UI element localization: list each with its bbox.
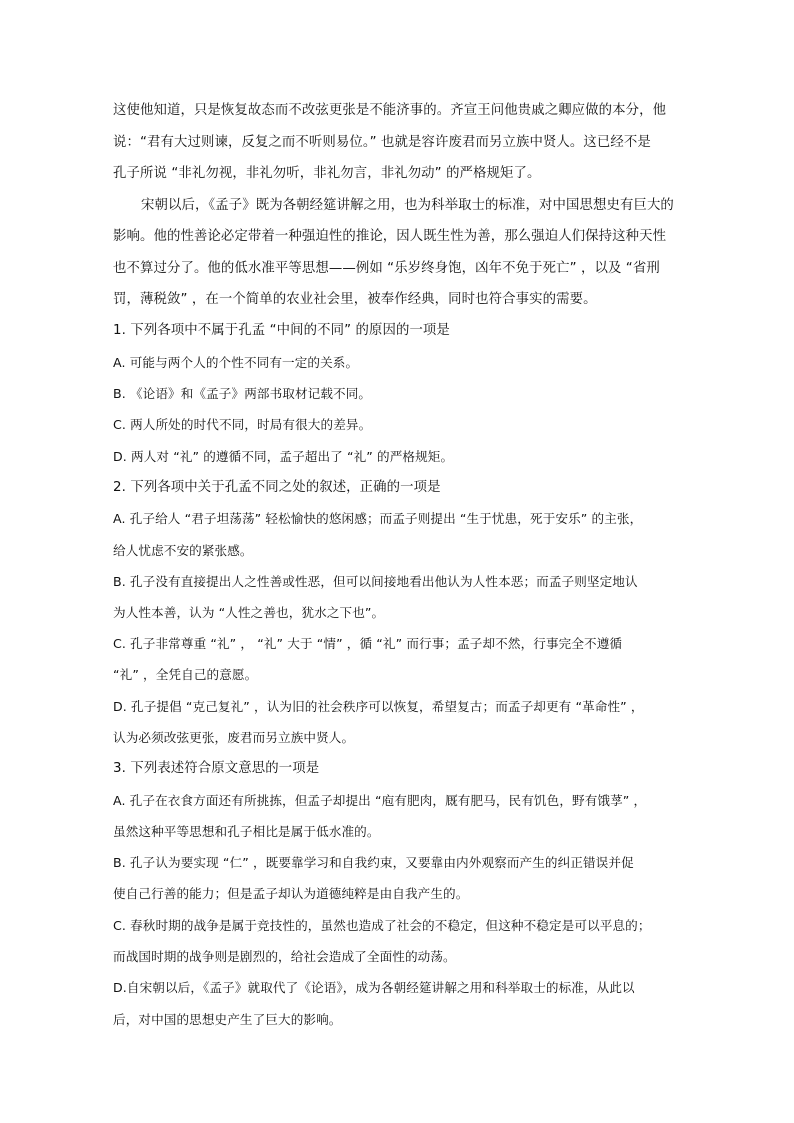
question-3-option-c: C. 春秋时期的战争是属于竞技性的，虽然也造成了社会的不稳定，但这种不稳定是可以平息的； [113, 918, 651, 933]
question-3-option-c-cont: 而战国时期的战争则是剧烈的，给社会造成了全面性的动荡。 [113, 949, 456, 964]
question-2-option-a-cont: 给人忧虑不安的紧张感。 [113, 543, 253, 558]
question-3-option-d-cont: 后，对中国的思想史产生了巨大的影响。 [113, 1012, 342, 1027]
question-2-option-b: B. 孔子没有直接提出人之性善或性恶，但可以间接地看出他认为人性本恶；而孟子则坚定地认 [113, 574, 638, 589]
question-2-stem: 2. 下列各项中关于孔孟不同之处的叙述，正确的一项是 [113, 480, 441, 495]
question-1-option-d: D. 两人对 “礼” 的遵循不同，孟子超出了 “礼” 的严格规矩。 [113, 449, 454, 464]
passage-line: 影响。他的性善论必定带着一种强迫性的推论，因人既生性为善，那么强迫人们保持这种天性 [113, 229, 667, 244]
question-2-option-d: D. 孔子提倡 “克己复礼” ，认为旧的社会秩序可以恢复，希望复古；而孟子却更有 “革命性” ， [113, 699, 644, 714]
question-1-stem: 1. 下列各项中不属于孔孟 “中间的不同” 的原因的一项是 [113, 323, 450, 338]
question-1-option-a: A. 可能与两个人的个性不同有一定的关系。 [113, 355, 359, 370]
passage-line: 宋朝以后，《孟子》既为各朝经筵讲解之用，也为科举取士的标准，对中国思想史有巨大的 [141, 198, 674, 213]
passage-line: 也不算过分了。他的低水准平等思想——例如 “乐岁终身饱，凶年不免于死亡” ，以及 “省刑 [113, 261, 660, 276]
question-2-option-c-cont: “礼” ，全凭自己的意愿。 [113, 667, 258, 682]
question-3-option-b-cont: 使自己行善的能力；但是孟子却认为道德纯粹是由自我产生的。 [113, 886, 469, 901]
question-1-option-b: B. 《论语》和《孟子》两部书取材记载不同。 [113, 386, 372, 401]
question-3-stem: 3. 下列表述符合原文意思的一项是 [113, 761, 320, 776]
question-2-option-b-cont: 为人性本善，认为 “人性之善也，犹水之下也”。 [113, 605, 385, 620]
question-2-option-c: C. 孔子非常尊重 “礼” ， “礼” 大于 “情” ，循 “礼” 而行事；孟子却不然，行事完全不遵循 [113, 636, 623, 651]
question-2-option-a: A. 孔子给人 “君子坦荡荡” 轻松愉快的悠闲感；而孟子则提出 “生于忧患，死于安乐” 的主张， [113, 511, 643, 526]
question-2-option-d-cont: 认为必须改弦更张，废君而另立族中贤人。 [113, 730, 355, 745]
question-3-option-a-cont: 虽然这种平等思想和孔子相比是属于低水准的。 [113, 824, 380, 839]
passage-line: 说：“君有大过则谏，反复之而不听则易位。” 也就是容许废君而另立族中贤人。这已经不是 [113, 135, 651, 150]
question-3-option-b: B. 孔子认为要实现 “仁” ，既要靠学习和自我约束，又要靠由内外观察而产生的纠正错误并促 [113, 855, 634, 870]
passage-line: 罚，薄税敛” ，在一个简单的农业社会里，被奉作经典，同时也符合事实的需要。 [113, 292, 597, 307]
question-1-option-c: C. 两人所处的时代不同，时局有很大的差异。 [113, 417, 372, 432]
passage-line: 孔子所说 “非礼勿视，非礼勿听，非礼勿言，非礼勿动” 的严格规矩了。 [113, 166, 541, 181]
question-3-option-a: A. 孔子在衣食方面还有所挑拣，但孟子却提出 “庖有肥肉，厩有肥马，民有饥色，野有饿莩” ， [113, 793, 647, 808]
question-3-option-d: D.自宋朝以后，《孟子》就取代了《论语》，成为各朝经筵讲解之用和科举取士的标准，从此以 [113, 980, 635, 995]
passage-line: 这使他知道，只是恢复故态而不改弦更张是不能济事的。齐宣王问他贵戚之卿应做的本分，他 [113, 103, 667, 118]
